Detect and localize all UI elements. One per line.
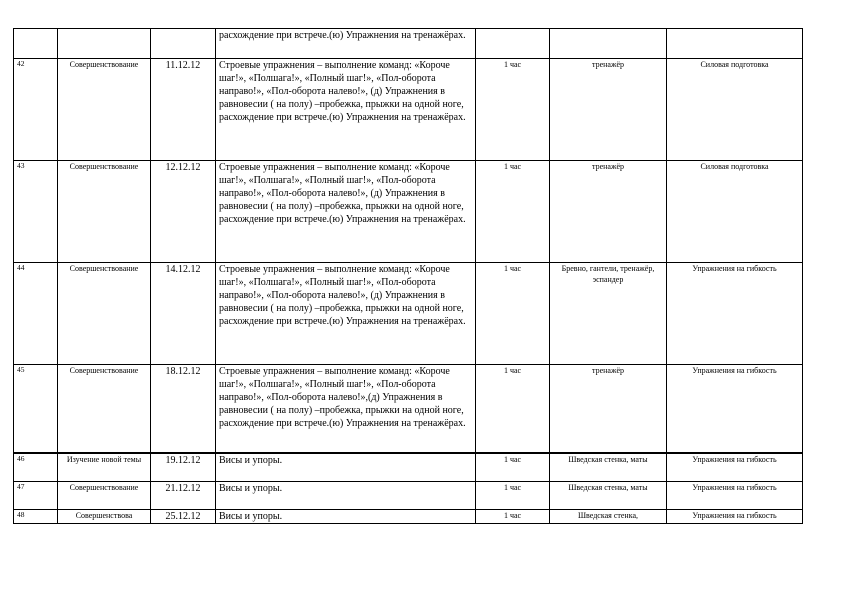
table-row (14, 59, 803, 161)
lesson-content: Строевые упражнения – выполнение команд: «Короче шаг!», «Полшага!», «Полный шаг!», «Пол-оборота направо!», «Пол-оборота налево!», (д) Упражнения в равновесии ( на полу) –пробежка, прыжки на одной ноге, расхождение при встрече.(ю) Упражнения на тренажёрах. (216, 161, 476, 263)
lesson-hours: 1 час (476, 263, 550, 365)
lesson-note: Силовая подготовка (667, 161, 803, 263)
row-number (14, 29, 58, 59)
lesson-note: Силовая подготовка (667, 59, 803, 161)
lesson-hours: 1 час (476, 59, 550, 161)
lesson-equipment: тренажёр (550, 59, 667, 161)
lesson-hours: 1 час (476, 453, 550, 482)
row-number: 47 (14, 482, 58, 510)
lesson-hours (476, 29, 550, 59)
lesson-note: Упражнения на гибкость (667, 263, 803, 365)
lesson-note (667, 29, 803, 59)
table-row (14, 29, 803, 59)
table-row (14, 510, 803, 524)
lesson-type (58, 29, 151, 59)
lesson-date: 25.12.12 (151, 510, 216, 524)
lesson-date: 21.12.12 (151, 482, 216, 510)
lesson-content: Висы и упоры. (216, 482, 476, 510)
lesson-content: Строевые упражнения – выполнение команд: «Короче шаг!», «Полшага!», «Полный шаг!», «Пол-оборота направо!», «Пол-оборота налево!», (д) Упражнения в равновесии ( на полу) –пробежка, прыжки на одной ноге, расхождение при встрече.(ю) Упражнения на тренажёрах. (216, 263, 476, 365)
lesson-content: Висы и упоры. (216, 453, 476, 482)
table-row (14, 453, 803, 482)
lesson-date: 19.12.12 (151, 453, 216, 482)
lesson-note: Упражнения на гибкость (667, 510, 803, 524)
lesson-date: 18.12.12 (151, 365, 216, 453)
lesson-content: Строевые упражнения – выполнение команд: «Короче шаг!», «Полшага!», «Полный шаг!», «Пол-оборота направо!», «Пол-оборота налево!»,(д) Упражнения в равновесии ( на полу) –пробежка, прыжки на одной ноге, расхождение при встрече.(ю) Упражнения на тренажёрах. (216, 365, 476, 453)
lesson-equipment: Шведская стенка, маты (550, 482, 667, 510)
row-number: 43 (14, 161, 58, 263)
table-row (14, 161, 803, 263)
lesson-hours: 1 час (476, 482, 550, 510)
lesson-plan-sheet (13, 28, 802, 524)
lesson-equipment: тренажёр (550, 161, 667, 263)
row-number: 46 (14, 453, 58, 482)
table-body (14, 29, 803, 524)
table-row (14, 482, 803, 510)
lesson-date: 11.12.12 (151, 59, 216, 161)
lesson-type: Совершенствование (58, 482, 151, 510)
lesson-note: Упражнения на гибкость (667, 453, 803, 482)
lesson-equipment (550, 29, 667, 59)
lesson-type: Совершенствование (58, 59, 151, 161)
lesson-equipment: Шведская стенка, маты (550, 453, 667, 482)
lesson-hours: 1 час (476, 161, 550, 263)
row-number: 44 (14, 263, 58, 365)
lesson-content: Висы и упоры. (216, 510, 476, 524)
lesson-content: Строевые упражнения – выполнение команд: «Короче шаг!», «Полшага!», «Полный шаг!», «Пол-оборота направо!», «Пол-оборота налево!», (д) Упражнения в равновесии ( на полу) –пробежка, прыжки на одной ноге, расхождение при встрече.(ю) Упражнения на тренажёрах. (216, 59, 476, 161)
lesson-equipment: Шведская стенка, (550, 510, 667, 524)
lesson-type: Совершенствование (58, 161, 151, 263)
row-number: 48 (14, 510, 58, 524)
table-row (14, 263, 803, 365)
lesson-equipment: тренажёр (550, 365, 667, 453)
row-number: 42 (14, 59, 58, 161)
lesson-date: 12.12.12 (151, 161, 216, 263)
lesson-plan-table (13, 28, 803, 524)
lesson-date: 14.12.12 (151, 263, 216, 365)
lesson-note: Упражнения на гибкость (667, 482, 803, 510)
lesson-type: Совершенствование (58, 263, 151, 365)
row-number: 45 (14, 365, 58, 453)
table-row (14, 365, 803, 453)
lesson-type: Совершенствование (58, 365, 151, 453)
lesson-date (151, 29, 216, 59)
lesson-content: расхождение при встрече.(ю) Упражнения на тренажёрах. (216, 29, 476, 59)
lesson-type: Изучение новой темы (58, 453, 151, 482)
lesson-hours: 1 час (476, 510, 550, 524)
lesson-type: Совершенствова (58, 510, 151, 524)
lesson-equipment: Бревно, гантели, тренажёр, эспандер (550, 263, 667, 365)
lesson-note: Упражнения на гибкость (667, 365, 803, 453)
lesson-hours: 1 час (476, 365, 550, 453)
